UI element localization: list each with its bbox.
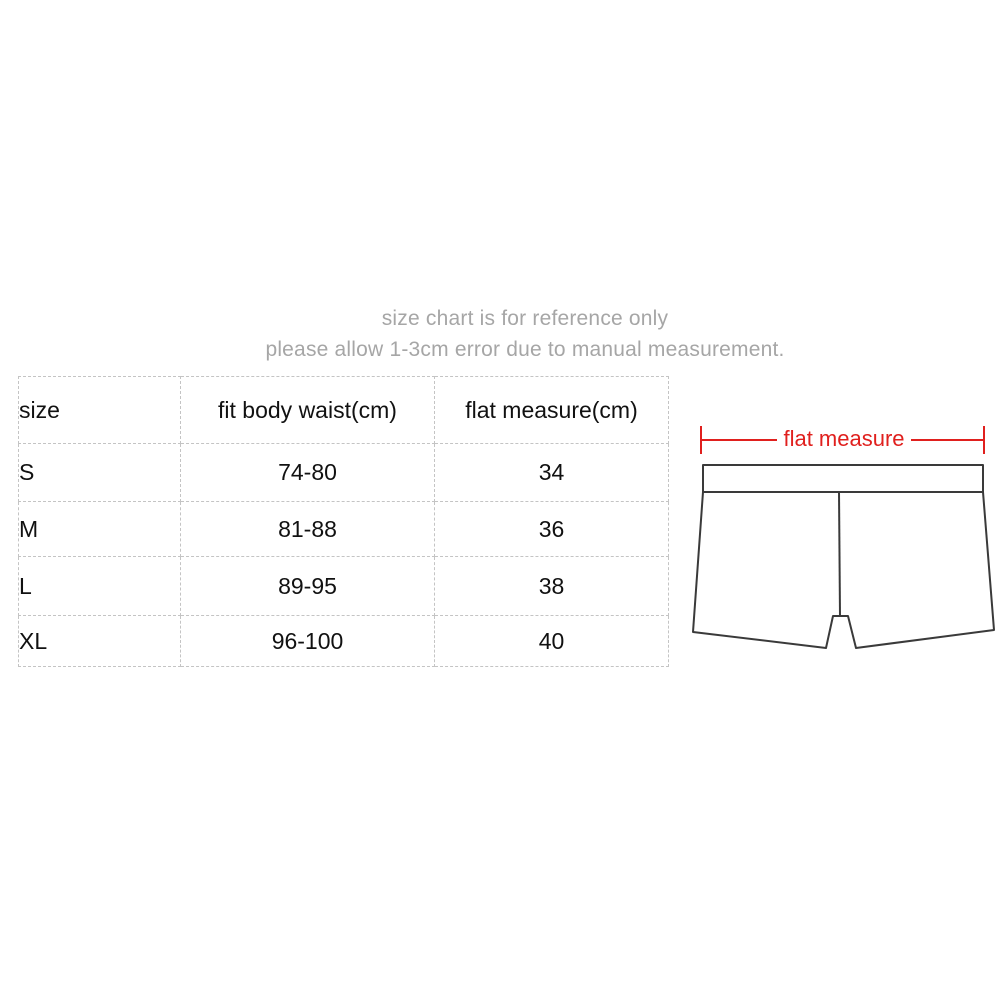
cell-flat: 38 (435, 557, 669, 616)
flat-measure-text: flat measure (777, 426, 910, 451)
cell-size: S (19, 444, 181, 502)
cell-size: XL (19, 616, 181, 667)
header-fit-body-waist: fit body waist(cm) (181, 377, 435, 444)
cell-waist: 89-95 (181, 557, 435, 616)
flat-measure-label (697, 426, 991, 452)
reference-note: size chart is for reference only (381, 307, 669, 330)
cell-waist: 74-80 (181, 444, 435, 502)
header-flat-measure: flat measure(cm) (435, 377, 669, 444)
cell-flat: 36 (435, 502, 669, 557)
cell-waist: 81-88 (181, 502, 435, 557)
table-row (19, 444, 669, 502)
cell-size: L (19, 557, 181, 616)
table-row (19, 557, 669, 616)
cell-size: M (19, 502, 181, 557)
table-row (19, 616, 669, 667)
boxer-briefs-outline-icon (693, 465, 994, 648)
size-chart-table (18, 376, 669, 667)
cell-flat: 34 (435, 444, 669, 502)
cell-waist: 96-100 (181, 616, 435, 667)
cell-flat: 40 (435, 616, 669, 667)
error-note: please allow 1-3cm error due to manual measurement. (265, 338, 785, 361)
table-header-row (19, 377, 669, 444)
table-row (19, 502, 669, 557)
header-size: size (19, 377, 181, 444)
